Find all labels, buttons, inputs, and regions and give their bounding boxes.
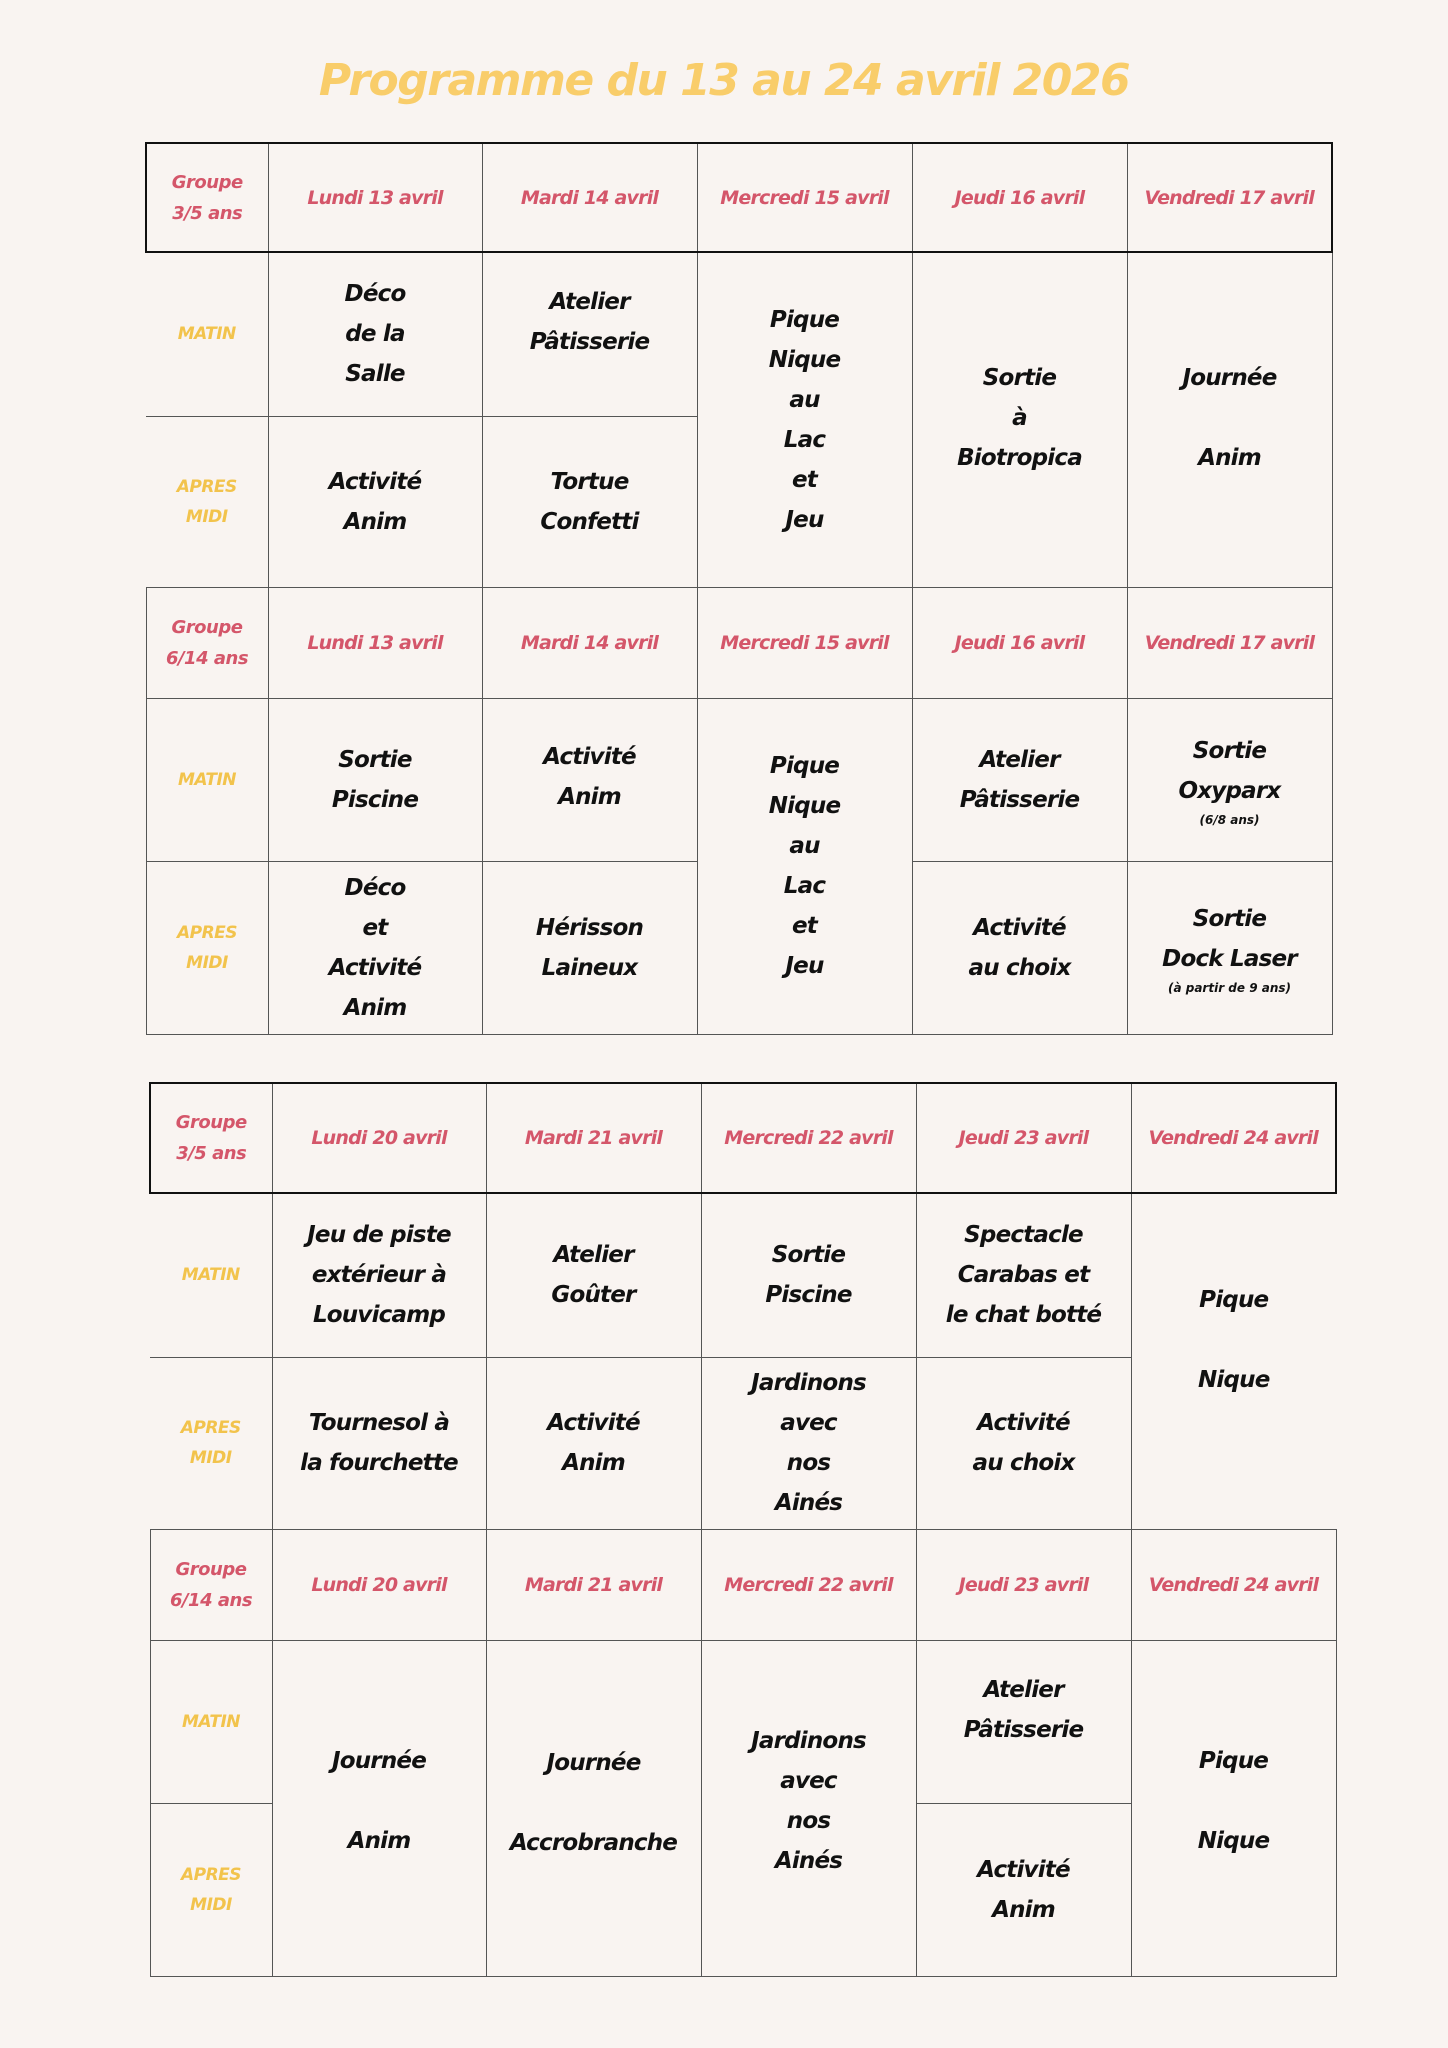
activity-cell: Tortue Confetti (482, 416, 697, 587)
slot-label-afternoon: APRES MIDI (150, 1803, 272, 1976)
activity-cell: Journée Anim (272, 1640, 486, 1976)
slot-label-afternoon: APRES MIDI (146, 861, 268, 1034)
row-3-5-morning (146, 252, 1332, 416)
activity-cell: Atelier Pâtisserie (482, 252, 697, 416)
day-header-monday: Lundi 13 avril (268, 587, 482, 698)
group-label-6-14: Groupe 6/14 ans (150, 1529, 272, 1640)
day-header-wednesday: Mercredi 22 avril (701, 1529, 916, 1640)
activity-cell: Sortie Dock Laser (à partir de 9 ans) (1127, 861, 1332, 1034)
activity-cell: Journée Anim (1127, 252, 1332, 587)
activity-cell: Activité au choix (912, 861, 1127, 1034)
activity-cell: Atelier Goûter (486, 1193, 701, 1357)
day-header-wednesday: Mercredi 15 avril (697, 143, 912, 252)
activity-cell: Pique Nique au Lac et Jeu (697, 252, 912, 587)
day-header-thursday: Jeudi 23 avril (916, 1083, 1131, 1193)
day-header-thursday: Jeudi 16 avril (912, 143, 1127, 252)
activity-cell: Sortie Piscine (268, 698, 482, 861)
activity-cell: Activité Anim (916, 1803, 1131, 1976)
header-row-6-14 (146, 587, 1332, 698)
activity-cell: Déco et Activité Anim (268, 861, 482, 1034)
activity-cell: Jardinons avec nos Ainés (701, 1640, 916, 1976)
row-6-14-morning (146, 698, 1332, 861)
day-header-friday: Vendredi 24 avril (1131, 1083, 1336, 1193)
day-header-wednesday: Mercredi 22 avril (701, 1083, 916, 1193)
activity-cell: Sortie Oxyparx (6/8 ans) (1127, 698, 1332, 861)
day-header-monday: Lundi 20 avril (272, 1529, 486, 1640)
row-3-5-morning (150, 1193, 1336, 1357)
activity-cell: Pique Nique (1131, 1193, 1336, 1529)
schedule-table-week1 (145, 142, 1333, 1035)
activity-cell: Hérisson Laineux (482, 861, 697, 1034)
activity-cell: Pique Nique (1131, 1640, 1336, 1976)
activity-cell: Activité Anim (268, 416, 482, 587)
activity-cell: Journée Accrobranche (486, 1640, 701, 1976)
page-title: Programme du 13 au 24 avril 2026 (318, 55, 1130, 106)
activity-cell: Pique Nique au Lac et Jeu (697, 698, 912, 1034)
activity-cell: Déco de la Salle (268, 252, 482, 416)
day-header-tuesday: Mardi 21 avril (486, 1529, 701, 1640)
day-header-tuesday: Mardi 14 avril (482, 143, 697, 252)
activity-cell: Activité Anim (486, 1357, 701, 1529)
day-header-thursday: Jeudi 16 avril (912, 587, 1127, 698)
activity-cell: Spectacle Carabas et le chat botté (916, 1193, 1131, 1357)
slot-label-morning: MATIN (150, 1640, 272, 1803)
header-row-3-5 (146, 143, 1332, 252)
day-header-friday: Vendredi 17 avril (1127, 587, 1332, 698)
activity-cell: Tournesol à la fourchette (272, 1357, 486, 1529)
slot-label-morning: MATIN (146, 252, 268, 416)
activity-cell: Activité Anim (482, 698, 697, 861)
header-row-3-5 (150, 1083, 1336, 1193)
activity-cell: Activité au choix (916, 1357, 1131, 1529)
day-header-monday: Lundi 20 avril (272, 1083, 486, 1193)
activity-cell: Atelier Pâtisserie (912, 698, 1127, 861)
day-header-friday: Vendredi 17 avril (1127, 143, 1332, 252)
group-label-3-5: Groupe 3/5 ans (150, 1083, 272, 1193)
group-label-6-14: Groupe 6/14 ans (146, 587, 268, 698)
day-header-wednesday: Mercredi 15 avril (697, 587, 912, 698)
row-6-14-morning (150, 1640, 1336, 1803)
day-header-thursday: Jeudi 23 avril (916, 1529, 1131, 1640)
activity-cell: Atelier Pâtisserie (916, 1640, 1131, 1803)
group-label-3-5: Groupe 3/5 ans (146, 143, 268, 252)
activity-cell: Sortie Piscine (701, 1193, 916, 1357)
day-header-tuesday: Mardi 21 avril (486, 1083, 701, 1193)
slot-label-morning: MATIN (150, 1193, 272, 1357)
day-header-monday: Lundi 13 avril (268, 143, 482, 252)
slot-label-afternoon: APRES MIDI (150, 1357, 272, 1529)
header-row-6-14 (150, 1529, 1336, 1640)
slot-label-afternoon: APRES MIDI (146, 416, 268, 587)
day-header-friday: Vendredi 24 avril (1131, 1529, 1336, 1640)
schedule-table-week2 (149, 1082, 1337, 1977)
slot-label-morning: MATIN (146, 698, 268, 861)
activity-cell: Jeu de piste extérieur à Louvicamp (272, 1193, 486, 1357)
activity-cell: Jardinons avec nos Ainés (701, 1357, 916, 1529)
activity-cell: Sortie à Biotropica (912, 252, 1127, 587)
day-header-tuesday: Mardi 14 avril (482, 587, 697, 698)
